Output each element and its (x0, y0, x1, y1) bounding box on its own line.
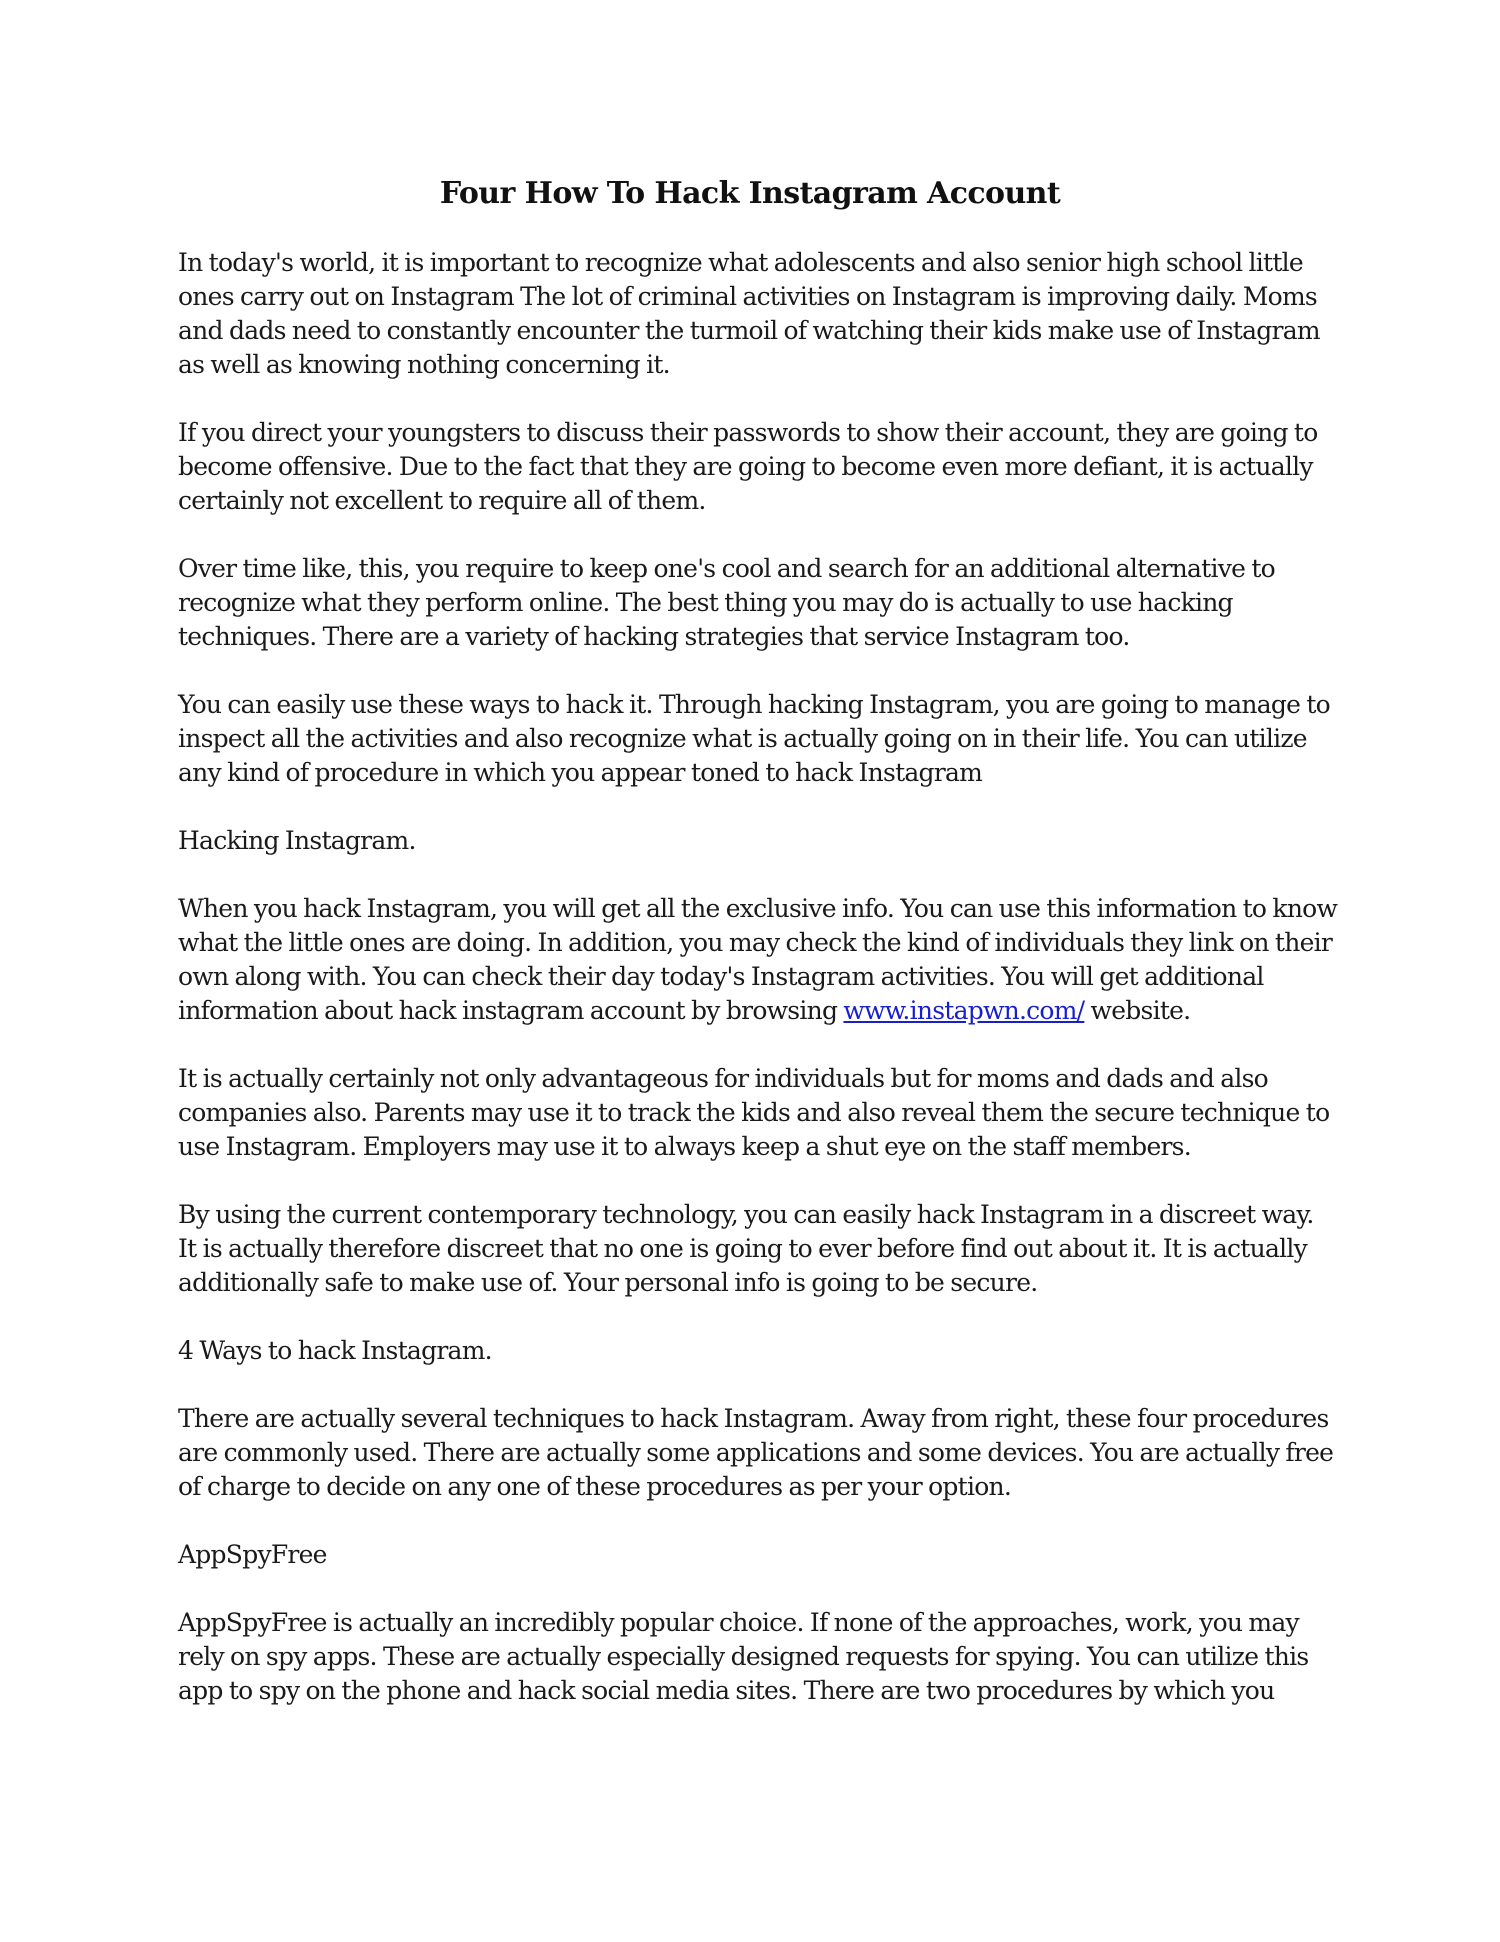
paragraph-passwords: If you direct your youngsters to discuss their passwords to show their account, they are going to become offensive. Due to the fact that they are going to become even more defiant, it is actually certainly not excellent to require all of them. (178, 418, 1318, 515)
heading-appspyfree: AppSpyFree (178, 1540, 327, 1569)
paragraph-advantageous: It is actually certainly not only advantageous for individuals but for moms and dads and also companies also. Parents may use it to track the kids and also reveal them the secure technique to use Instagram. Employers may use it to always keep a shut eye on the staff members. (178, 1064, 1330, 1161)
paragraph-alternative: Over time like, this, you require to keep one's cool and search for an additional alternative to recognize what they perform online. The best thing you may do is actually to use hacking techniques. There are a variety of hacking strategies that service Instagram too. (178, 554, 1275, 651)
document-body (178, 246, 1338, 1742)
instapwn-link[interactable]: www.instapwn.com/ (843, 996, 1085, 1025)
paragraph-techniques: There are actually several techniques to hack Instagram. Away from right, these four procedures are commonly used. There are actually some applications and some devices. You are actually free of charge to decide on any one of these procedures as per your option. (178, 1404, 1334, 1501)
paragraph-appspyfree: AppSpyFree is actually an incredibly popular choice. If none of the approaches, work, you may rely on spy apps. These are actually especially designed requests for spying. You can utilize this app to spy on the phone and hack social media sites. There are two procedures by which you (178, 1608, 1309, 1705)
document-title: Four How To Hack Instagram Account (439, 176, 1061, 211)
heading-hacking-instagram: Hacking Instagram. (178, 826, 416, 855)
paragraph-text-after-link: website. (1084, 996, 1191, 1025)
paragraph-intro: In today's world, it is important to recognize what adolescents and also senior high school little ones carry out on Instagram The lot of criminal activities on Instagram is improving daily. Moms and dads need to constantly encounter the turmoil of watching their kids make use of Instagram as well as knowing nothing concerning it. (178, 248, 1320, 379)
heading-4-ways: 4 Ways to hack Instagram. (178, 1336, 492, 1365)
paragraph-exclusive-info (178, 892, 1338, 1028)
paragraph-discreet: By using the current contemporary technology, you can easily hack Instagram in a discreet way. It is actually therefore discreet that no one is going to ever before find out about it. It is actually additionally safe to make use of. Your personal info is going to be secure. (178, 1200, 1314, 1297)
paragraph-text-before-link: When you hack Instagram, you will get all the exclusive info. You can use this information to know what the little ones are doing. In addition, you may check the kind of individuals they link on their own along with. You can check their day today's Instagram activities. You will get additional information about hack instagram account by browsing (178, 894, 1338, 1025)
paragraph-ways: You can easily use these ways to hack it. Through hacking Instagram, you are going to manage to inspect all the activities and also recognize what is actually going on in their life. You can utilize any kind of procedure in which you appear toned to hack Instagram (178, 690, 1330, 787)
